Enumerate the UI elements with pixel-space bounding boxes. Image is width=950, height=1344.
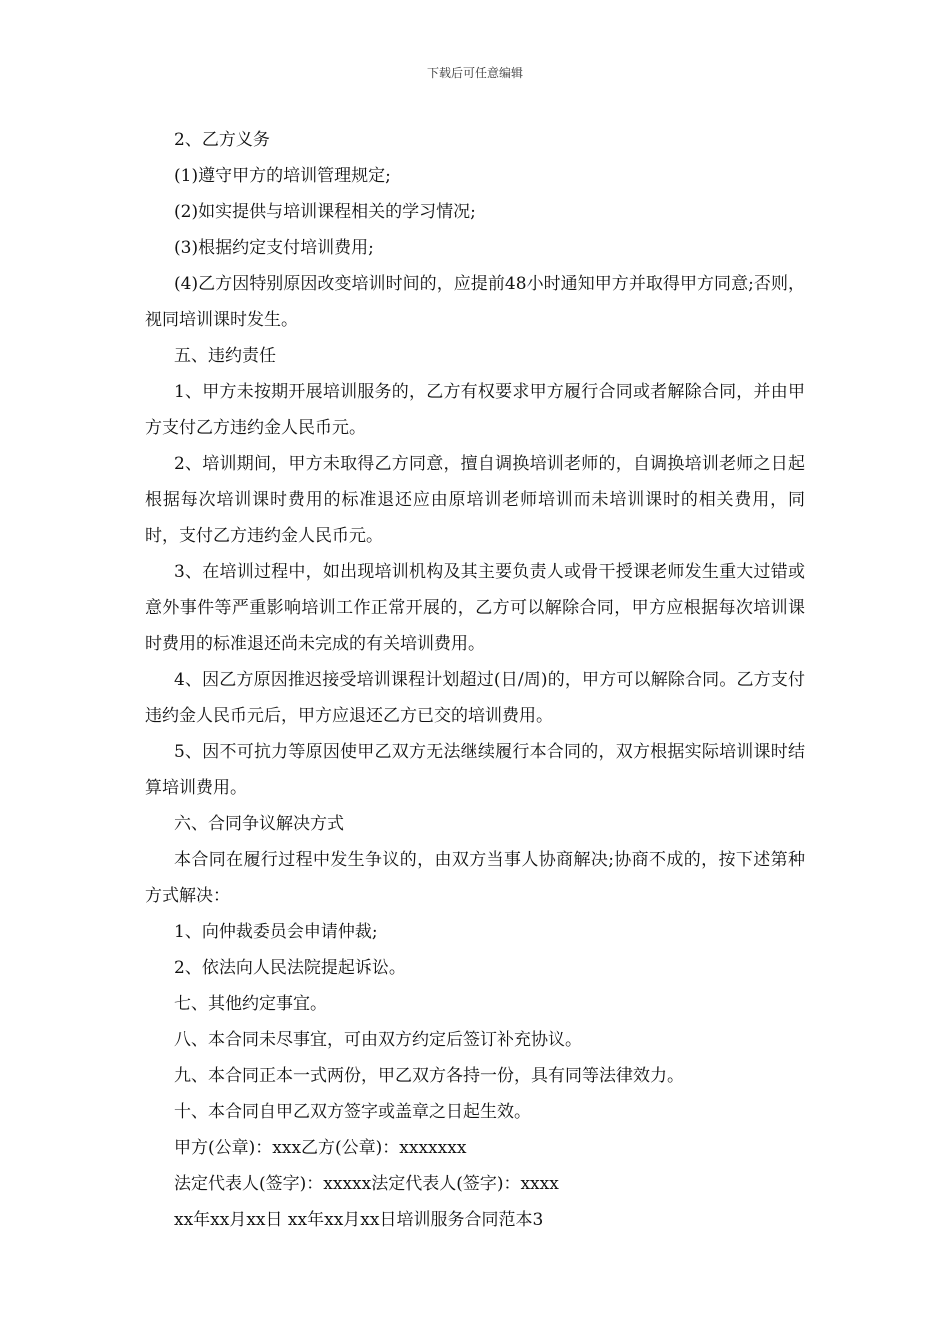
section-heading: 七、其他约定事宜。 xyxy=(174,994,327,1014)
paragraph: 2、乙方义务 xyxy=(174,130,270,150)
section-heading: 五、违约责任 xyxy=(174,346,276,366)
paragraph: 3、在培训过程中，如出现培训机构及其主要负责人或骨干授课老师发生重大过错或意外事件等严重影响培训工作正常开展的，乙方可以解除合同，甲方应根据每次培训课时费用的标准退还尚未完成的有关培训费用。 xyxy=(145,562,805,654)
paragraph: 2、依法向人民法院提起诉讼。 xyxy=(174,958,406,978)
paragraph: 4、因乙方原因推迟接受培训课程计划超过(日/周)的，甲方可以解除合同。乙方支付违约金人民币元后，甲方应退还乙方已交的培训费用。 xyxy=(145,670,805,726)
section-heading: 六、合同争议解决方式 xyxy=(174,814,344,834)
signature-line-seal: 甲方(公章)：xxx乙方(公章)：xxxxxxx xyxy=(174,1138,467,1158)
paragraph: 2、培训期间，甲方未取得乙方同意，擅自调换培训老师的，自调换培训老师之日起根据每次培训课时费用的标准退还应由原培训老师培训而未培训课时的相关费用，同时，支付乙方违约金人民币元。 xyxy=(145,454,805,546)
paragraph: 1、向仲裁委员会申请仲裁; xyxy=(174,922,378,942)
paragraph: (3)根据约定支付培训费用; xyxy=(174,238,374,258)
section-heading: 十、本合同自甲乙双方签字或盖章之日起生效。 xyxy=(174,1102,531,1122)
paragraph: (2)如实提供与培训课程相关的学习情况; xyxy=(174,202,476,222)
signature-line-representative: 法定代表人(签字)：xxxxx法定代表人(签字)：xxxx xyxy=(174,1174,559,1194)
paragraph: 1、甲方未按期开展培训服务的，乙方有权要求甲方履行合同或者解除合同，并由甲方支付乙方违约金人民币元。 xyxy=(145,382,805,438)
paragraph: (1)遵守甲方的培训管理规定; xyxy=(174,166,391,186)
paragraph: 本合同在履行过程中发生争议的，由双方当事人协商解决;协商不成的，按下述第种方式解决： xyxy=(145,850,805,906)
document-body xyxy=(145,122,805,1238)
signature-line-date: xx年xx月xx日 xx年xx月xx日培训服务合同范本3 xyxy=(174,1210,544,1230)
paragraph: 5、因不可抗力等原因使甲乙双方无法继续履行本合同的，双方根据实际培训课时结算培训费用。 xyxy=(145,742,805,798)
paragraph: (4)乙方因特别原因改变培训时间的，应提前48小时通知甲方并取得甲方同意;否则，视同培训课时发生。 xyxy=(145,274,805,330)
section-heading: 八、本合同未尽事宜，可由双方约定后签订补充协议。 xyxy=(174,1030,582,1050)
section-heading: 九、本合同正本一式两份，甲乙双方各持一份，具有同等法律效力。 xyxy=(174,1066,684,1086)
page-header: 下载后可任意编辑 xyxy=(426,66,523,80)
